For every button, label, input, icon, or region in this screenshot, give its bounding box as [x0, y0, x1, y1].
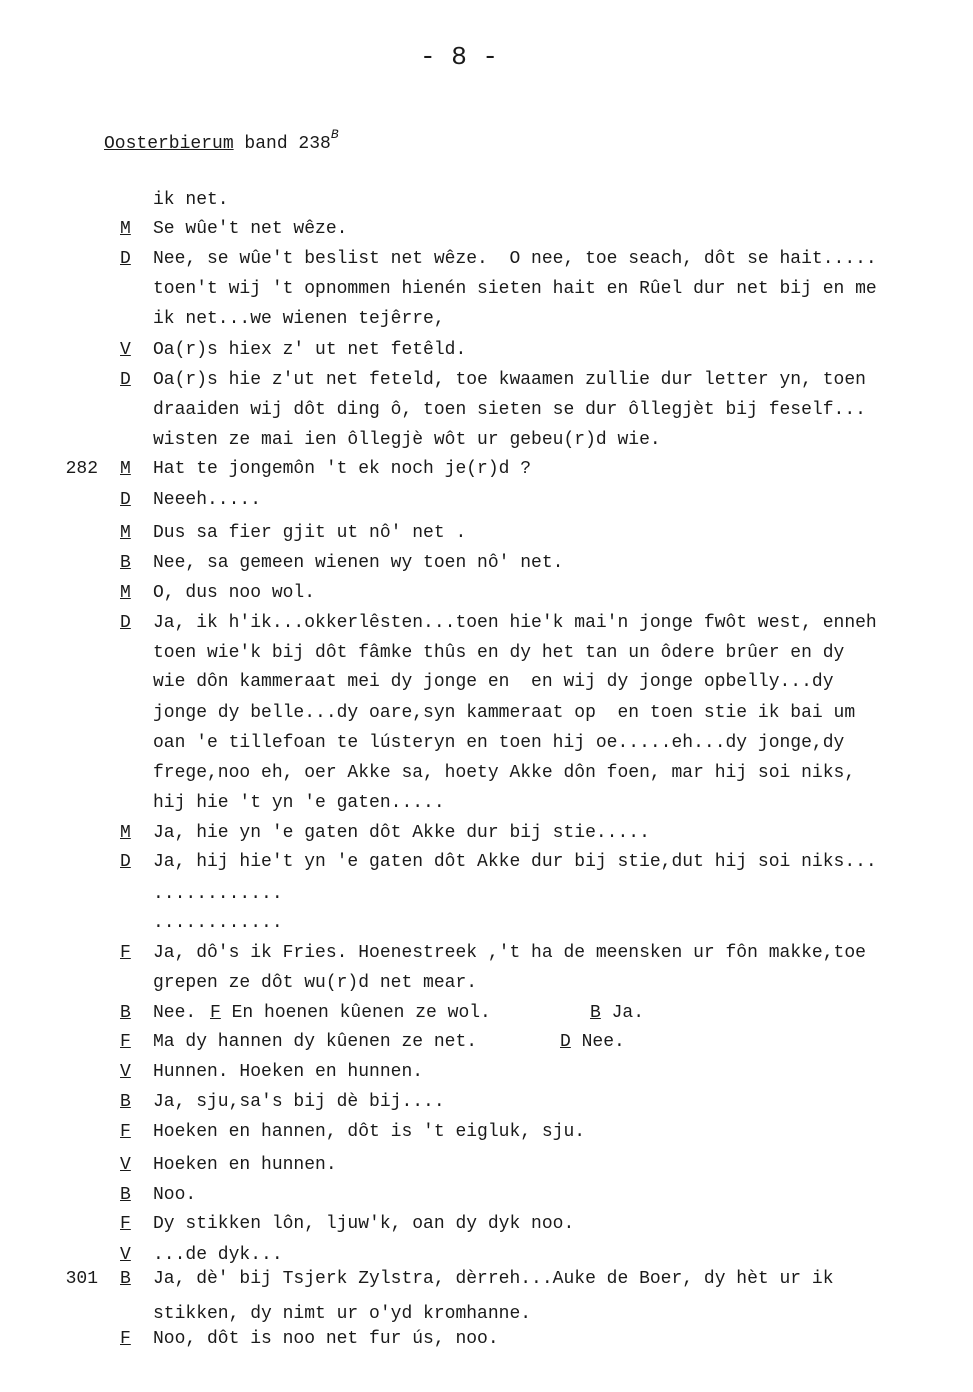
line-text: Hoeken en hannen, dôt is 't eigluk, sju.	[153, 1122, 586, 1142]
speaker-code: F	[120, 1122, 131, 1142]
line-text: ...de dyk...	[153, 1245, 283, 1265]
line-text: Noo.	[153, 1185, 197, 1205]
transcript-line	[0, 397, 973, 423]
transcript-line	[0, 1089, 973, 1115]
transcript-line	[0, 730, 973, 756]
speaker-code: V	[120, 1155, 131, 1175]
speaker-code: D	[120, 490, 131, 510]
transcript-line	[0, 820, 973, 846]
line-text: Ja, dè' bij Tsjerk Zylstra, dèrreh...Auke de Boer, dy hèt ur ik	[153, 1269, 834, 1289]
transcript-line	[0, 306, 973, 332]
speaker-code: V	[120, 340, 131, 360]
line-text: oan 'e tillefoan te lústeryn en toen hij oe.....eh...dy jonge,dy	[153, 733, 845, 753]
line-text: Oa(r)s hie z'ut net feteld, toe kwaamen zullie dur letter yn, toen	[153, 370, 866, 390]
page-number: - 8 -	[420, 42, 499, 72]
transcript-line	[0, 881, 973, 907]
speaker-code: B	[120, 1269, 131, 1289]
speaker-code: B	[120, 553, 131, 573]
speaker-code: D	[120, 370, 131, 390]
speaker-code: M	[120, 523, 131, 543]
transcript-line	[0, 1059, 973, 1085]
transcript-line	[0, 520, 973, 546]
line-text: ............	[153, 913, 283, 933]
line-text: toen wie'k bij dôt fâmke thûs en dy het tan un ôdere brûer en dy	[153, 643, 845, 663]
speaker-code: M	[120, 459, 131, 479]
line-text: Hat te jongemôn 't ek noch je(r)d ?	[153, 459, 532, 479]
transcript-line	[0, 216, 973, 242]
line-text: wie dôn kammeraat mei dy jonge en en wij dy jonge opbelly...dy	[153, 672, 834, 692]
line-text: ik net.	[153, 190, 229, 210]
line-text: hij hie 't yn 'e gaten.....	[153, 793, 445, 813]
speaker-code: F	[120, 1214, 131, 1234]
transcript-line	[0, 580, 973, 606]
transcript-line	[0, 1211, 973, 1237]
line-text: Ja, sju,sa's bij dè bij....	[153, 1092, 445, 1112]
line-text: Ja, dô's ik Fries. Hoenestreek ,'t ha de meensken ur fôn makke,toe	[153, 943, 866, 963]
line-text: frege,noo eh, oer Akke sa, hoety Akke dôn foen, mar hij soi niks,	[153, 763, 856, 783]
line-text: ............	[153, 884, 283, 904]
speaker-code: D	[120, 852, 131, 872]
speaker-code: F	[210, 1003, 221, 1023]
transcript-line	[0, 970, 973, 996]
line-text: O, dus noo wol.	[153, 583, 316, 603]
transcript-line	[0, 1152, 973, 1178]
line-number: 282	[65, 459, 98, 479]
line-text: Ja, hij hie't yn 'e gaten dôt Akke dur bij stie,dut hij soi niks...	[153, 852, 877, 872]
line-text: En hoenen kûenen ze wol.	[220, 1003, 491, 1023]
line-text: Ja.	[600, 1003, 645, 1023]
inline-utterance	[560, 1029, 625, 1055]
speaker-code: B	[590, 1003, 601, 1023]
line-text: Ma dy hannen dy kûenen ze net.	[153, 1032, 478, 1052]
transcript-line	[0, 640, 973, 666]
speaker-code: F	[120, 1032, 131, 1052]
speaker-code: V	[120, 1245, 131, 1265]
transcript-line	[0, 246, 973, 272]
transcript-line	[0, 1326, 973, 1352]
transcript-line	[0, 1301, 973, 1327]
line-text: Nee, se wûe't beslist net wêze. O nee, toe seach, dôt se hait.....	[153, 249, 877, 269]
line-text: grepen ze dôt wu(r)d net mear.	[153, 973, 478, 993]
transcript-line	[0, 550, 973, 576]
line-text: draaiden wij dôt ding ô, toen sieten se dur ôllegjèt bij feself...	[153, 400, 866, 420]
transcript-line	[0, 700, 973, 726]
transcript-line	[0, 367, 973, 393]
speaker-code: F	[120, 943, 131, 963]
line-text: Nee.	[570, 1032, 625, 1052]
speaker-code: M	[120, 583, 131, 603]
line-text: Dy stikken lôn, ljuw'k, oan dy dyk noo.	[153, 1214, 575, 1234]
line-text: stikken, dy nimt ur o'yd kromhanne.	[153, 1304, 532, 1324]
line-text: ik net...we wienen tejêrre,	[153, 309, 445, 329]
line-text: Hoeken en hunnen.	[153, 1155, 337, 1175]
line-text: Noo, dôt is noo net fur ús, noo.	[153, 1329, 499, 1349]
transcript-line	[0, 1119, 973, 1145]
inline-utterance	[210, 1000, 491, 1026]
speaker-code: B	[120, 1185, 131, 1205]
transcript-line	[0, 456, 973, 482]
transcript-line	[0, 337, 973, 363]
transcript-line	[0, 1182, 973, 1208]
transcript-line	[0, 487, 973, 513]
line-text: Ja, hie yn 'e gaten dôt Akke dur bij stie.....	[153, 823, 650, 843]
transcript-line	[0, 427, 973, 453]
line-text: Ja, ik h'ik...okkerlêsten...toen hie'k mai'n jonge fwôt west, enneh	[153, 613, 877, 633]
transcript-line	[0, 1029, 973, 1055]
transcript-line	[0, 669, 973, 695]
transcript-line	[0, 187, 973, 213]
speaker-code: D	[120, 249, 131, 269]
document-header	[104, 127, 339, 154]
line-text: Se wûe't net wêze.	[153, 219, 348, 239]
transcript-line	[0, 276, 973, 302]
line-text: Dus sa fier gjit ut nô' net .	[153, 523, 467, 543]
speaker-code: F	[120, 1329, 131, 1349]
speaker-code: M	[120, 823, 131, 843]
line-text: Neeeh.....	[153, 490, 262, 510]
line-text: Nee.	[153, 1003, 197, 1023]
speaker-code: V	[120, 1062, 131, 1082]
header-band: band 238	[233, 134, 331, 154]
transcript-line	[0, 760, 973, 786]
speaker-code: B	[120, 1092, 131, 1112]
transcript-line	[0, 849, 973, 875]
speaker-code: D	[560, 1032, 571, 1052]
transcript-line	[0, 610, 973, 636]
header-place: Oosterbierum	[104, 134, 234, 154]
line-text: Oa(r)s hiex z' ut net fetêld.	[153, 340, 467, 360]
speaker-code: M	[120, 219, 131, 239]
line-text: Nee, sa gemeen wienen wy toen nô' net.	[153, 553, 564, 573]
line-text: wisten ze mai ien ôllegjè wôt ur gebeu(r)d wie.	[153, 430, 661, 450]
transcript-line	[0, 910, 973, 936]
transcript-line	[0, 940, 973, 966]
header-suffix: B	[330, 127, 339, 142]
line-text: Hunnen. Hoeken en hunnen.	[153, 1062, 424, 1082]
line-text: toen't wij 't opnommen hienén sieten hait en Rûel dur net bij en me	[153, 279, 877, 299]
inline-utterance	[590, 1000, 644, 1026]
line-text: jonge dy belle...dy oare,syn kammeraat op en toen stie ik bai um	[153, 703, 856, 723]
transcript-line	[0, 1266, 973, 1292]
transcript-line	[0, 1242, 973, 1268]
speaker-code: B	[120, 1003, 131, 1023]
line-number: 301	[65, 1269, 98, 1289]
transcript-line	[0, 790, 973, 816]
speaker-code: D	[120, 613, 131, 633]
transcript-line	[0, 1000, 973, 1026]
